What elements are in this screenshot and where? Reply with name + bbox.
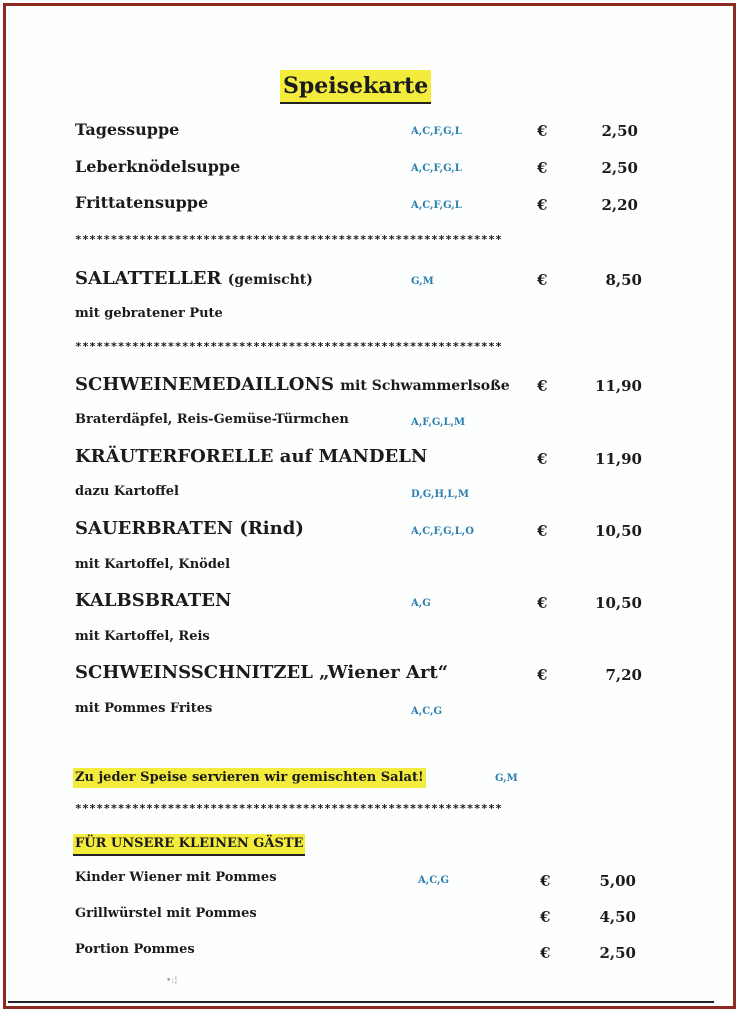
main-price: 7,20 — [605, 666, 642, 684]
kids-item-name: Grillwürstel mit Pommes — [75, 906, 257, 921]
kids-item-name: Kinder Wiener mit Pommes — [75, 870, 277, 885]
kids-item-price: 2,50 — [599, 944, 636, 962]
separator-stars: ************************************************************ — [75, 340, 503, 353]
main-allergens: A,C,F,G,L,O — [411, 526, 474, 537]
menu-frame — [3, 3, 736, 1009]
main-price: 11,90 — [595, 450, 642, 468]
kids-item-price: 5,00 — [599, 872, 636, 890]
currency-symbol: € — [540, 908, 551, 926]
currency-symbol: € — [537, 450, 548, 468]
currency-symbol: € — [540, 872, 551, 890]
main-name: KRÄUTERFORELLE auf MANDELN — [75, 446, 428, 467]
main-sub: dazu Kartoffel — [75, 484, 179, 499]
soup-allergens: A,C,F,G,L — [411, 126, 462, 137]
main-allergens: D,G,H,L,M — [411, 489, 469, 500]
main-extra: mit Schwammerlsoße — [340, 378, 510, 394]
currency-symbol: € — [537, 122, 548, 140]
salad-sub: mit gebratener Pute — [75, 306, 223, 321]
main-sub: mit Kartoffel, Knödel — [75, 557, 231, 572]
currency-symbol: € — [537, 522, 548, 540]
main-name — [75, 374, 510, 397]
currency-symbol: € — [537, 377, 548, 395]
salad-price: 8,50 — [605, 271, 642, 289]
currency-symbol: € — [537, 666, 548, 684]
salad-title: SALATTELLER — [75, 268, 222, 289]
soup-name: Frittatensuppe — [75, 193, 209, 212]
soup-price: 2,50 — [601, 122, 638, 140]
kids-item-name: Portion Pommes — [75, 942, 195, 957]
page-title: Speisekarte — [280, 70, 431, 104]
salad-note-allergens: G,M — [495, 773, 518, 784]
main-title: SCHWEINEMEDAILLONS — [75, 374, 334, 395]
main-price: 10,50 — [595, 594, 642, 612]
currency-symbol: € — [540, 944, 551, 962]
soup-price: 2,50 — [601, 159, 638, 177]
main-sub: mit Pommes Frites — [75, 701, 213, 716]
main-name: KALBSBRATEN — [75, 590, 232, 611]
currency-symbol: € — [537, 271, 548, 289]
currency-symbol: € — [537, 594, 548, 612]
kids-heading: FÜR UNSERE KLEINEN GÄSTE — [73, 834, 305, 856]
separator-stars: ************************************************************ — [75, 233, 503, 246]
kids-item-allergens: A,C,G — [418, 875, 450, 886]
salad-note-highlight: Zu jeder Speise servieren wir gemischten Salat! — [73, 768, 426, 788]
bottom-rule — [8, 1001, 714, 1003]
main-sub: mit Kartoffel, Reis — [75, 629, 210, 644]
soup-name: Leberknödelsuppe — [75, 157, 241, 176]
currency-symbol: € — [537, 196, 548, 214]
main-price: 10,50 — [595, 522, 642, 540]
soup-allergens: A,C,F,G,L — [411, 163, 462, 174]
currency-symbol: € — [537, 159, 548, 177]
main-allergens: A,C,G — [411, 706, 443, 717]
soup-name: Tagessuppe — [75, 120, 180, 139]
main-name: SCHWEINSSCHNITZEL „Wiener Art“ — [75, 662, 449, 683]
soup-allergens: A,C,F,G,L — [411, 200, 462, 211]
main-allergens: A,F,G,L,M — [411, 417, 466, 428]
separator-stars: ************************************************************ — [75, 802, 503, 815]
salad-allergens: G,M — [411, 276, 434, 287]
kids-item-price: 4,50 — [599, 908, 636, 926]
main-allergens: A,G — [411, 598, 431, 609]
main-name: SAUERBRATEN (Rind) — [75, 518, 304, 539]
salad-name — [75, 268, 313, 291]
salad-note: (gemischt) — [227, 272, 313, 288]
stamp-mark: •:¦ — [166, 976, 178, 986]
main-price: 11,90 — [595, 377, 642, 395]
soup-price: 2,20 — [601, 196, 638, 214]
main-sub: Braterdäpfel, Reis-Gemüse-Türmchen — [75, 412, 349, 427]
